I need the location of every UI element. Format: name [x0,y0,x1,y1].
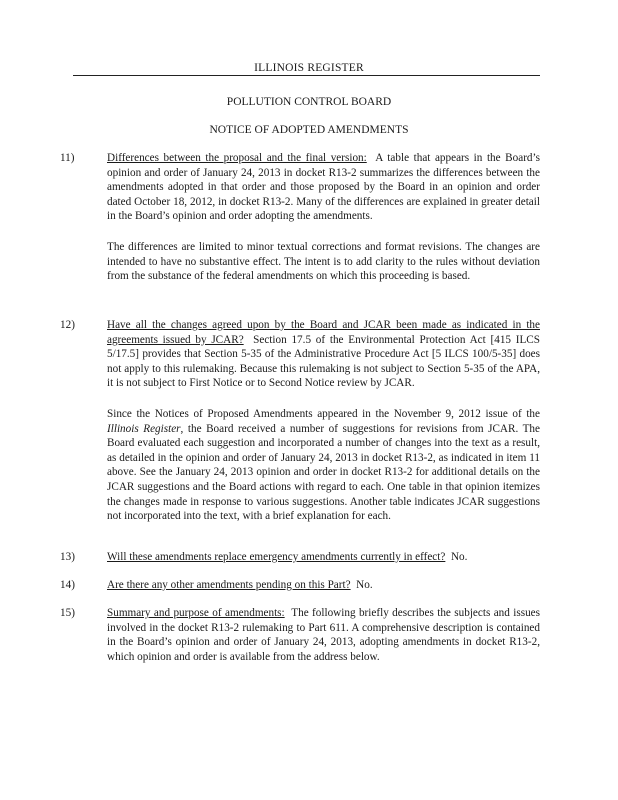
item-question: Will these amendments replace emergency amendments currently in effect? [107,551,446,563]
item-answer: No. [356,579,373,591]
item-paragraph [107,550,540,565]
item-number: 15) [60,607,75,619]
item-number: 11) [60,152,75,164]
item-text: A table that appears in the Board’s opinion and order of January 24, 2013 in docket R13-2 summarizes the differences between the amendments adopted in that order and those proposed by the Board in an opinion and order dated October 18, 2012, in docket R13-2. Many of the differences are explained in greater detail in the Board’s opinion and order adopting the amendments. [107,152,540,223]
item-body [107,606,540,680]
register-header: ILLINOIS REGISTER [254,62,364,74]
item-paragraph [107,578,540,593]
item-body [107,578,540,609]
item-paragraph [107,318,540,391]
item-text: Section 17.5 of the Environmental Protection Act [415 ILCS 5/17.5] provides that Section 5-35 of the Administrative Procedure Act [5 ILCS 100/5-35] does not apply to this rulemaking. Because this rulemaking is not subject to Section 5-35 of the APA, it is not subject to First Notice or to Second Notice review by JCAR. [107,333,540,390]
item-answer: No. [450,551,468,563]
item-body [107,151,540,300]
header-rule [73,75,540,76]
item-number: 13) [60,551,75,563]
item-paragraph [107,606,540,664]
item-body [107,318,540,540]
item-question: Summary and purpose of amendments: [107,607,285,619]
item-question: Differences between the proposal and the final version: [107,152,367,164]
item-number: 14) [60,579,75,591]
item-paragraph [107,151,540,224]
italic-title: Illinois Register [107,422,181,435]
item-text: The following briefly describes the subjects and issues involved in the docket R13-2 rulemaking to Part 611. A comprehensive description is contained in the Board’s opinion and order of January 24, 2013, adopting amendments in docket R13-2, which opinion and order is available from the address below. [107,607,540,663]
item-body [107,550,540,581]
notice-title: NOTICE OF ADOPTED AMENDMENTS [209,124,409,136]
item-question: Have all the changes agreed upon by the Board and JCAR been made as indicated in the agreements issued by JCAR? [107,319,540,346]
item-number: 12) [60,319,75,331]
item-paragraph: The differences are limited to minor textual corrections and format revisions. The changes are intended to have no substantive effect. The intent is to add clarity to the rules without deviation from the substance of the federal amendments on which this proceeding is based. [107,240,540,283]
item-paragraph: Since the Notices of Proposed Amendments appeared in the November 9, 2012 issue of the Illinois Register, the Board received a number of suggestions for revisions from JCAR. The Board evaluated each suggestion and incorporated a number of changes into the text as a result, as detailed in the opinion and order of January 24, 2013 in docket R13-2, as indicated in item 11 above. See the January 24, 2013 opinion and order in docket R13-2 for additional details on the JCAR suggestions and the Board actions with regard to each. One table in that opinion itemizes the changes made in response to various suggestions. Another table indicates JCAR suggestions not incorporated into the text, with a brief explanation for each. [107,407,540,523]
item-question: Are there any other amendments pending on this Part? [107,579,351,591]
board-title: POLLUTION CONTROL BOARD [226,96,392,108]
